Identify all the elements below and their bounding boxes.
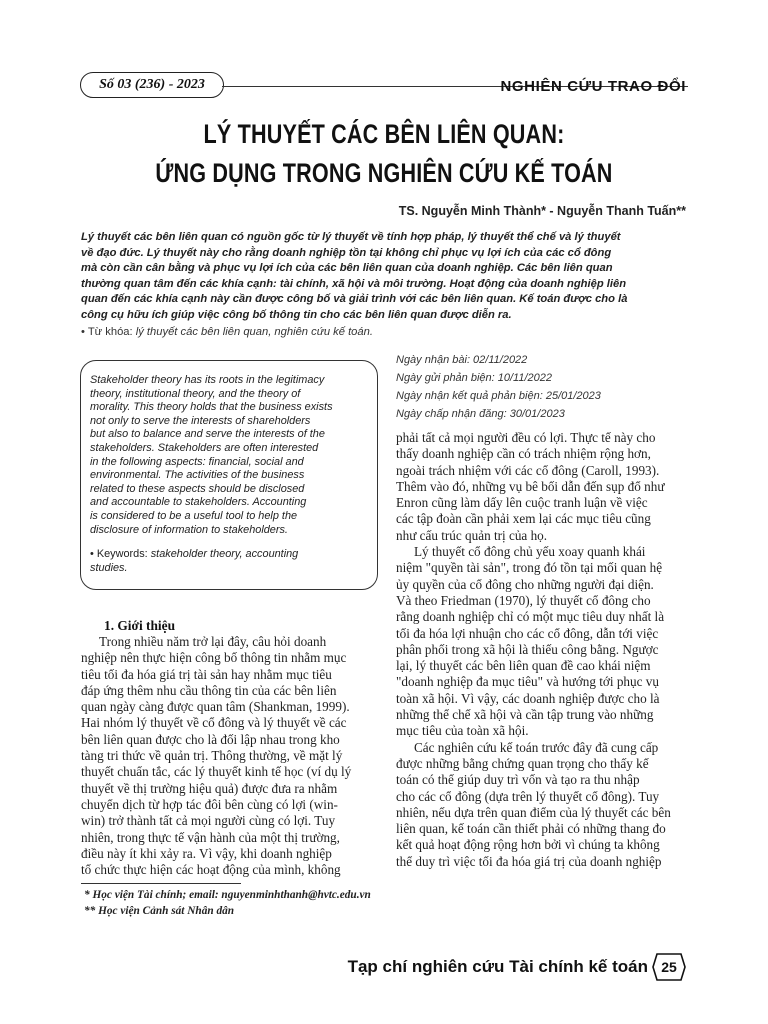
paragraph-line: toán có thể giúp duy trì vốn và tạo ra thu nhập [396, 772, 640, 788]
abstract-vietnamese [81, 230, 687, 323]
date-received: Ngày nhận bài: 02/11/2022 [396, 354, 528, 366]
date-review-result: Ngày nhận kết quả phản biện: 25/01/2023 [396, 390, 601, 402]
abstract-line: disclosure of information to stakeholders. [90, 523, 288, 536]
page-number-text: 25 [661, 959, 677, 975]
abstract-line: quan đến các khía cạnh này cần được công bố và giải trình với các bên liên quan. Kế toán được cho là [81, 293, 628, 305]
abstract-line: in the following aspects: financial, social and [90, 455, 304, 468]
abstract-line: related to these aspects should be disclosed [90, 482, 305, 495]
footnote: ** Học viện Cảnh sát Nhân dân [84, 905, 235, 917]
paragraph-line: thể duy trì việc tối đa hóa giá trị của doanh nghiệp [396, 853, 662, 869]
paragraph-line: tối đa hóa lợi nhuận cho các cổ đông, dẫn tới việc [396, 625, 659, 641]
paragraph-line: "doanh nghiệp đa mục tiêu" và hướng tới phục vụ [396, 674, 659, 690]
paragraph-line: kết quả hoạt động rộng hơn bởi vì chúng ta không [396, 837, 660, 853]
footnotes [84, 887, 371, 919]
paragraph-line: được những bằng chứng quan trọng cho thấy kế [396, 755, 649, 771]
paragraph-line: nhiên, trong thực tế vận hành của một thị trường, [81, 829, 340, 845]
abstract-line: morality. This theory holds that the business exists [90, 401, 333, 414]
paragraph-line: Lý thuyết cổ đông chủ yếu xoay quanh khái [414, 544, 646, 560]
keywords-value: studies. [90, 561, 128, 574]
section-heading: 1. Giới thiệu [104, 618, 176, 633]
paragraph-line: nhiên, nếu dựa trên quan điểm của lý thuyết các bên [396, 804, 671, 820]
abstract-line: về đạo đức. Lý thuyết này cho rằng doanh nghiệp tồn tại không chỉ phục vụ lợi ích của các cổ đông [81, 246, 612, 259]
paragraph-line: cho các cổ đông (dựa trên lý thuyết cổ đông). Tuy [396, 788, 660, 804]
submission-dates [396, 351, 601, 423]
authors: TS. Nguyễn Minh Thành* - Nguyễn Thanh Tuấn** [398, 204, 686, 218]
paragraph-line: nghiệp nên thực hiện công bố thông tin nhằm mục [81, 650, 347, 666]
paragraph-line: Trong nhiều năm trở lại đây, câu hỏi doanh [99, 634, 327, 649]
abstract-line: and accountable to stakeholders. Accounting [90, 496, 307, 509]
paragraph-line: thuyết về thị trường hiệu quả) được đưa ra nhằm [81, 780, 338, 796]
paragraph-line: Các nghiên cứu kế toán trước đây đã cung cấp [414, 739, 659, 755]
paragraph-line: rằng doanh nghiệp chỉ có một mục tiêu duy nhất là [396, 609, 665, 625]
section-label: NGHIÊN CỨU TRAO ĐỔI [500, 78, 686, 95]
abstract-line: environmental. The activities of the business [90, 469, 305, 482]
body-column-left [81, 634, 379, 878]
abstract-line: mà còn cần cân bằng và phục vụ lợi ích của các bên liên quan của doanh nghiệp. Các bên liên quan [81, 262, 613, 274]
paragraph-line: như cấu trúc quản trị của họ. [396, 527, 548, 543]
paragraph-line: phải tất cả mọi người đều có lợi. Thực tế này cho [396, 430, 656, 445]
paragraph-line: Và theo Friedman (1970), lý thuyết cổ đông cho [396, 592, 651, 608]
abstract-english [90, 374, 376, 537]
abstract-line: not only to serve the interests of shareholders [90, 414, 311, 427]
footnote-rule [81, 883, 241, 884]
paragraph-line: mục tiêu của toàn xã hội. [396, 723, 529, 739]
journal-name: Tạp chí nghiên cứu Tài chính kế toán [347, 957, 648, 976]
paragraph-line: các tập đoàn cần phải xem lại các mục tiêu cũng [396, 511, 651, 527]
paragraph-line: thấy doanh nghiệp cần có trách nhiệm rộng hơn, [396, 446, 651, 462]
keywords-value: stakeholder theory, accounting [150, 548, 299, 560]
paragraph-line: quan ngày càng được quan tâm (Shankman, 1999). [81, 699, 350, 715]
abstract-line: but also to balance and serve the interests of the [90, 428, 325, 441]
paragraph-line: Enron cũng làm dấy lên cuộc tranh luận về việc [396, 495, 648, 511]
paragraph-line: toàn xã hội. Vì vậy, các doanh nghiệp được cho là [396, 690, 660, 706]
paragraph-line: ủy quyền của cổ đông cho những người đại diện. [396, 576, 654, 592]
paragraph-line: chuyển dịch từ hợp tác đôi bên cùng có lợi (win- [81, 796, 338, 812]
paragraph-line: niệm "quyền tài sản", trong đó tồn tại mối quan hệ [396, 560, 663, 576]
body-column-right [396, 430, 688, 870]
paragraph-line: liên quan, kế toán cần thiết phải có những thang đo [396, 821, 666, 837]
keywords-value: lý thuyết các bên liên quan, nghiên cứu kế toán. [135, 326, 373, 338]
date-sent-review: Ngày gửi phản biện: 10/11/2022 [396, 372, 552, 384]
paragraph-line: ngoài trách nhiệm với các cổ đông (Caroll, 1993). [396, 462, 660, 478]
paragraph-line: đáp ứng thêm nhu cầu thông tin của các bên liên [81, 682, 337, 698]
date-accepted: Ngày chấp nhận đăng: 30/01/2023 [396, 408, 565, 420]
abstract-line: stakeholders. Stakeholders are often interested [90, 441, 319, 454]
footnote: * Học viện Tài chính; email: nguyenminhthanh@hvtc.edu.vn [84, 889, 371, 901]
page-number [652, 952, 686, 982]
paragraph-line: tiêu tối đa hóa giá trị tài sản hay nhằm mục tiêu [81, 666, 332, 682]
keywords-label: • Từ khóa: [81, 326, 136, 338]
abstract-line: is considered to be a useful tool to help the [90, 509, 298, 522]
abstract-line: công cụ hữu ích giúp việc công bố thông tin cho các bên liên quan được diễn ra. [81, 308, 512, 321]
paragraph-line: những thể chế xã hội và cần tập trung vào những [396, 707, 654, 723]
keywords-label: • Keywords: [90, 548, 151, 560]
paragraph-line: lại, lý thuyết các bên liên quan đề cao khái niệm [396, 658, 651, 674]
abstract-line: Lý thuyết các bên liên quan có nguồn gốc từ lý thuyết về tính hợp pháp, lý thuyết thể chế và lý thuyết [81, 231, 621, 243]
paragraph-line: tổ chức thực hiện các hoạt động của mình, không [81, 862, 341, 878]
paragraph-line: điều này ít khi xảy ra. Vì vậy, khi doanh nghiệp [81, 845, 332, 861]
paragraph-line: phân phối trong xã hội là thiếu công bằng. Ngược [396, 641, 659, 657]
keywords-vietnamese [81, 326, 373, 338]
abstract-line: theory, institutional theory, and the theory of [90, 387, 301, 400]
paragraph-line: tàng tri thức về quản trị. Thông thường, về mặt lý [81, 748, 343, 764]
paragraph-line: Hai nhóm lý thuyết về cổ đông và lý thuyết về các [81, 715, 347, 731]
keywords-english [90, 548, 376, 575]
abstract-line: Stakeholder theory has its roots in the legitimacy [90, 374, 325, 386]
paragraph-line: thuyết chuẩn tắc, các lý thuyết kinh tế học (ví dụ lý [81, 764, 352, 780]
article-title-line-2: ỨNG DỤNG TRONG NGHIÊN CỨU KẾ TOÁN [155, 158, 613, 188]
article-title-line-1: LÝ THUYẾT CÁC BÊN LIÊN QUAN: [203, 119, 565, 149]
paragraph-line: bên liên quan được cho là đối lập nhau trong kho [81, 731, 340, 747]
abstract-line: thường quan tâm đến các khía cạnh: tài chính, xã hội và môi trường. Hoạt động của doanh nghiệp liên [81, 277, 627, 290]
paragraph-line: Thêm vào đó, những vụ bê bối dẫn đến sụp đổ như [396, 478, 665, 494]
paragraph-line: win) trở thành tất cả mọi người cùng có lợi. Tuy [81, 813, 336, 829]
issue-badge: Số 03 (236) - 2023 [80, 72, 224, 98]
